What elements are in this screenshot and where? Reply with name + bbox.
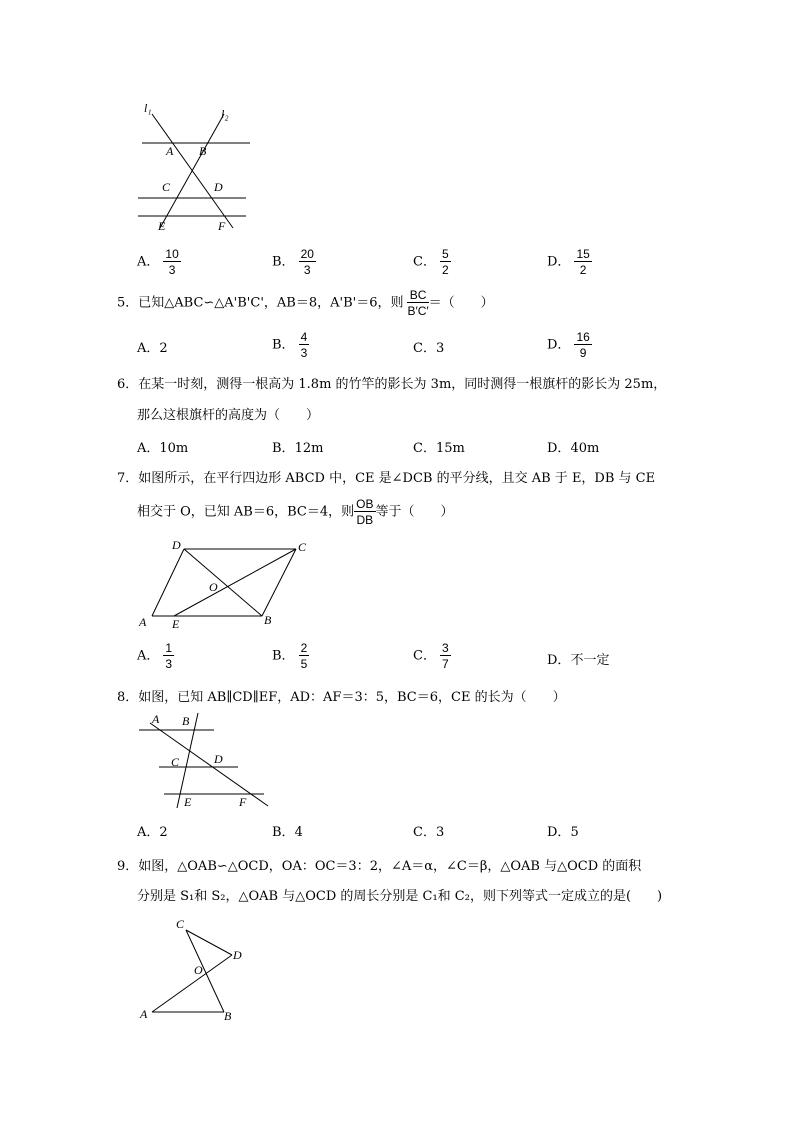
q4-option-d[interactable]: D． $\frac{15}{2}$ [547, 247, 590, 277]
q4-label-D: D [214, 180, 223, 194]
q8-option-c[interactable]: C．3 [413, 825, 445, 840]
q9-label-D: D [233, 948, 242, 962]
q9-label-C: C [176, 917, 185, 931]
q7-label-E: E [172, 617, 180, 631]
q8-label-F: F [239, 795, 247, 809]
q6-option-c[interactable]: C．15m [413, 441, 465, 456]
q4-option-a[interactable]: A． $\frac{10}{3}$ [137, 247, 179, 277]
q7-label-B: B [264, 613, 272, 627]
q4-label-l1: l₁ [144, 101, 152, 115]
q8-label-B: B [182, 714, 190, 728]
q8-label-D: D [214, 752, 223, 766]
q5-stem: 5．已知△ABC∽△A'B'C'，AB＝8，A'B'＝6，则 $\frac{BC}{B'C'}$ ＝（ ） [117, 288, 494, 318]
q4-option-b[interactable]: B． $\frac{20}{3}$ [272, 247, 314, 277]
q7-line1: 7．如图所示，在平行四边形 ABCD 中，CE 是∠DCB 的平分线，且交 AB 于 E，DB 与 CE [117, 471, 656, 486]
q8-label-A: A [152, 712, 160, 726]
q8-label-C: C [171, 755, 180, 769]
q8-stem: 8．如图，已知 AB∥CD∥EF，AD：AF＝3：5，BC＝6，CE 的长为（ ） [117, 690, 566, 705]
q4-option-c[interactable]: C． $\frac{5}{2}$ [413, 247, 449, 277]
q6-line1: 6．在某一时刻，测得一根高为 1.8m 的竹竿的影长为 3m，同时测得一根旗杆的影长为 25m， [117, 377, 667, 392]
q8-label-E: E [184, 795, 192, 809]
q9-line2: 分别是 S₁和 S₂，△OAB 与△OCD 的周长分别是 C₁和 C₂，则下列等式一定成立的是( ) [137, 889, 663, 904]
q8-option-a[interactable]: A．2 [137, 825, 168, 840]
q6-option-d[interactable]: D．40m [547, 441, 600, 456]
q4-label-E: E [158, 219, 166, 233]
q7-label-D: D [172, 538, 181, 552]
q4-figure [130, 100, 260, 240]
q5-option-a[interactable]: A．2 [137, 341, 168, 356]
q8-option-b[interactable]: B．4 [272, 825, 303, 840]
q7-option-c[interactable]: C． $\frac{3}{7}$ [413, 641, 449, 671]
q6-line2: 那么这根旗杆的高度为（ ） [137, 408, 320, 423]
q9-line1: 9．如图，△OAB∽△OCD，OA：OC＝3：2，∠A＝α，∠C＝β，△OAB 与△OCD 的面积 [117, 859, 642, 874]
q5-option-d[interactable]: D． $\frac{16}{9}$ [547, 330, 590, 360]
q4-label-F: F [218, 219, 226, 233]
q7-figure [134, 536, 324, 632]
q8-option-d[interactable]: D．5 [547, 825, 579, 840]
q6-option-a[interactable]: A．10m [137, 441, 189, 456]
q7-label-A: A [139, 615, 147, 629]
q9-label-O: O [194, 963, 203, 977]
q7-line2: 相交于 O，已知 AB＝6，BC＝4，则 $\frac{OB}{DB}$ 等于（ ） [137, 497, 454, 527]
q7-option-a[interactable]: A． $\frac{1}{3}$ [137, 641, 173, 671]
q6-option-b[interactable]: B．12m [272, 441, 324, 456]
q5-option-c[interactable]: C．3 [413, 341, 445, 356]
q9-label-A: A [140, 1007, 148, 1021]
q4-label-A: A [166, 144, 174, 158]
q7-label-C: C [298, 540, 307, 554]
q8-figure [134, 710, 274, 810]
q7-label-O: O [209, 580, 218, 594]
q7-option-b[interactable]: B． $\frac{2}{5}$ [272, 641, 308, 671]
q9-figure [134, 912, 264, 1027]
q4-label-C: C [162, 180, 171, 194]
q9-label-B: B [224, 1009, 232, 1023]
q4-label-B: B [199, 144, 207, 158]
q5-option-b[interactable]: B． $\frac{4}{3}$ [272, 330, 308, 360]
q7-option-d[interactable]: D．不一定 [547, 653, 610, 668]
q4-label-l2: l₂ [221, 107, 229, 121]
